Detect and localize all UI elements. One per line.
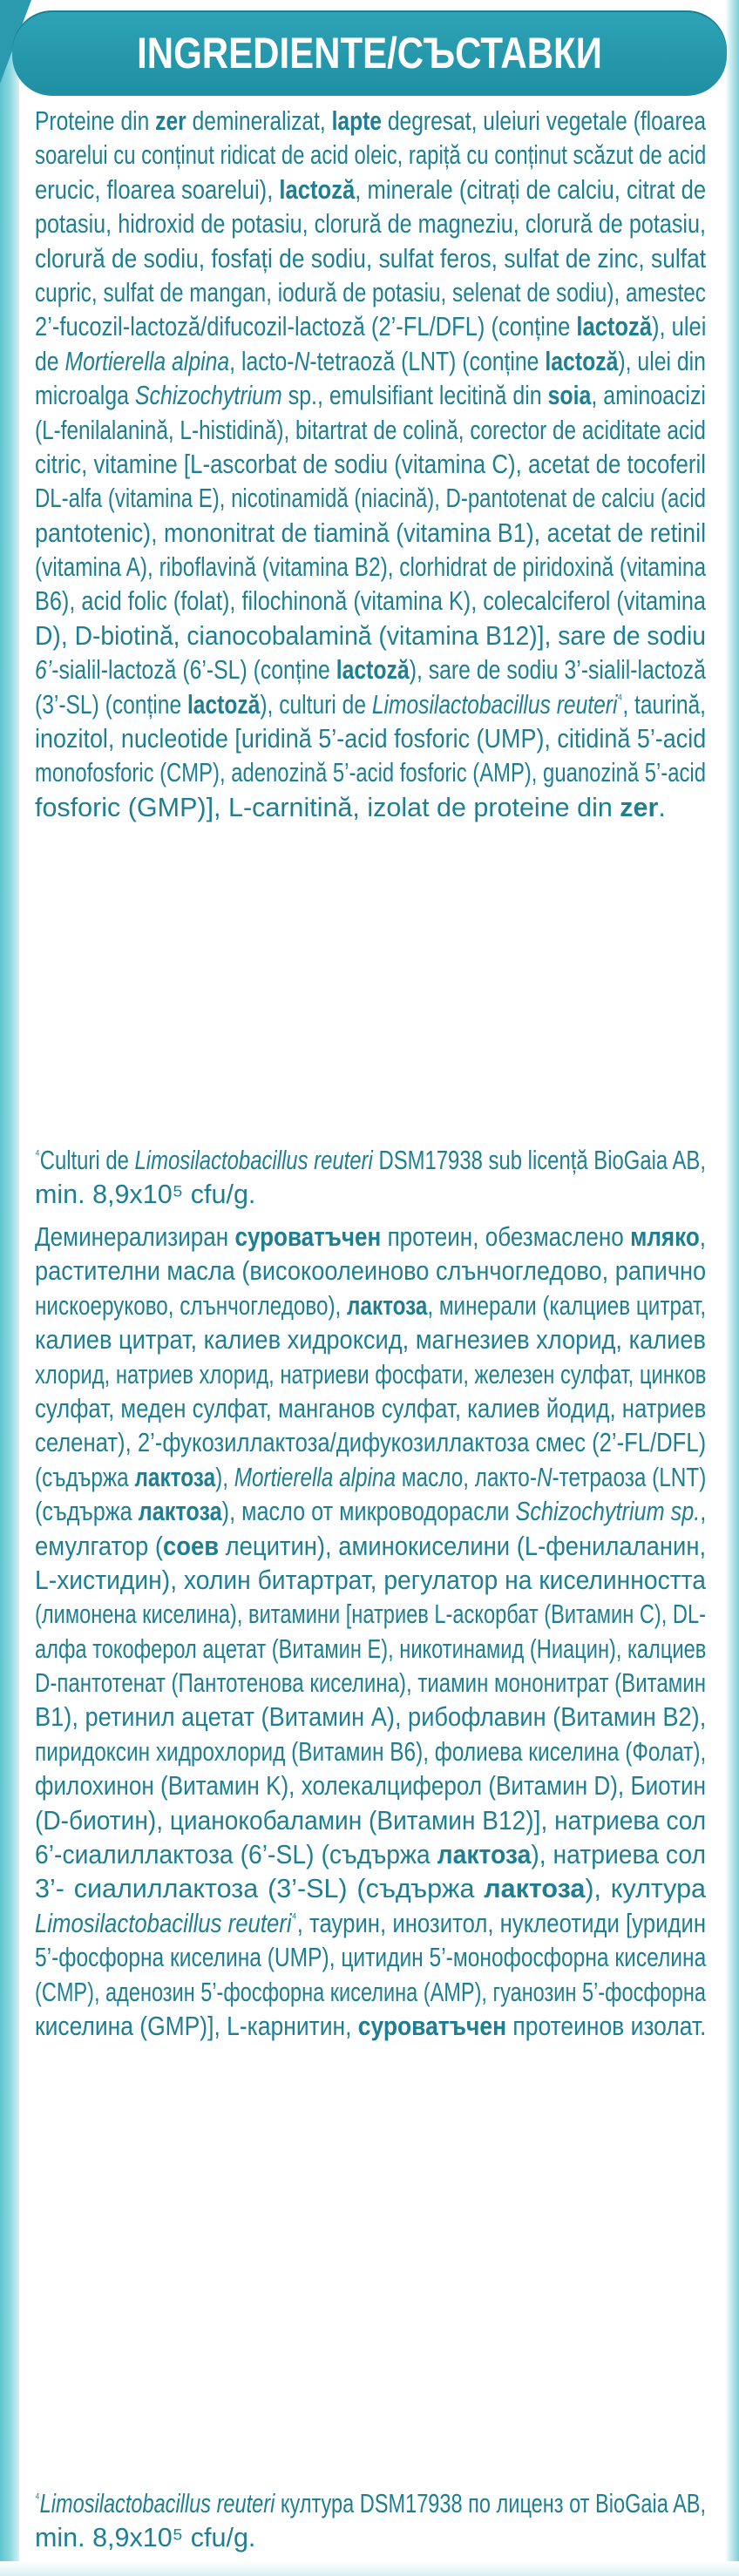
text-segment: potasiu, hidroxid de potasiu, clorură de magneziu, clorură de potasiu, [35,209,707,240]
text-segment: Mortierella alpina [64,346,230,376]
text-line [35,1144,706,1178]
allergen-highlight: zer [620,792,659,822]
text-line [35,1633,706,1667]
text-segment: 3’- сиалиллактоза (3’-SL) (съдържа [35,1874,485,1904]
text-segment: erucic, floarea soarelui), [35,174,280,205]
text-segment: , taurină, [622,689,707,720]
text-line [35,1426,706,1460]
text-segment: ), [215,1462,234,1492]
allergen-highlight: lactoză [279,174,356,205]
ingredients-romanian [35,105,706,825]
bottom-decorative-strip [0,2561,739,2576]
text-line [35,207,706,241]
text-segment: , lacto- [229,346,295,376]
text-segment: . [658,792,666,822]
footnote-romanian [35,1144,706,1213]
text-segment: Culturi de [39,1146,135,1175]
text-segment: clorură de sodiu, fosfați de sodiu, sulfat feros, sulfat de zinc, sulfat [35,243,707,274]
text-line [35,105,706,139]
footnote-marker: ⁴ [35,1146,40,1163]
text-line [35,1907,706,1941]
text-segment: (L-fenilalanină, L-histidină), bitartrat de colină, corector de aciditate acid [35,415,706,445]
text-segment: 5’-фосфорна киселина (UMP), цитидин 5’-монофосфорна киселина [35,1943,707,1973]
text-line [35,1178,706,1212]
text-line [35,1289,706,1323]
text-segment: -tetraoză (LNT) (conține [309,346,546,376]
text-segment: ), sare de sodiu 3’-sialil-lactoză [409,655,706,686]
text-segment: калиев цитрат, калиев хидроксид, магнезиев хлорид, калиев [35,1325,707,1356]
text-segment: de [35,346,65,376]
text-line [35,791,706,825]
allergen-highlight: лактоза [134,1462,216,1492]
allergen-highlight: лактоза [138,1497,222,1527]
text-segment: DL-alfa (vitamina E), nicotinamidă (niacină), D-pantotenat de calciu (acid [35,483,706,514]
text-line [35,688,706,722]
text-segment: L-хистидин), холин битартрат, регулатор на киселинността [35,1565,707,1595]
text-segment: Schizochytrium [134,381,282,411]
text-line [35,1323,706,1357]
text-line [35,276,706,310]
text-segment: (съдържа [35,1497,139,1527]
text-segment: B6), acid folic (folat), filochinonă (vitamina K), colecalciferol (vitamina [35,586,706,617]
text-segment: хлорид, натриев хлорид, натриеви фосфати, железен сулфат, цинков [35,1359,707,1389]
allergen-highlight: суроватъчен [234,1222,382,1252]
text-line [35,1254,706,1288]
text-segment: min. 8,9x10⁵ cfu/g. [35,1180,256,1210]
text-segment: сулфат, меден сулфат, манганов сулфат, калиев йодид, натриев [35,1393,707,1423]
text-line [35,310,706,344]
text-segment: 6’ [35,655,52,686]
text-segment: Schizochytrium sp. [515,1497,701,1527]
text-line [35,1358,706,1392]
text-segment: citric, vitamine [L-ascorbat de sodiu (vitamina C), acetat de tocoferil [35,449,707,479]
text-line [35,619,706,653]
allergen-highlight: soia [547,381,592,411]
allergen-highlight: lactoză [186,689,261,720]
text-segment: (съдържа [35,1462,135,1492]
text-line [35,1700,706,1734]
text-segment: ), натриева сол [531,1840,707,1870]
text-line [35,1735,706,1769]
text-segment: , минерали (калциев цитрат, [427,1290,707,1321]
text-line [35,585,706,619]
footnote-bulgarian [35,2487,706,2556]
allergen-highlight: lactoză [576,312,652,342]
text-segment: DSM17938 sub licență BioGaia AB, [372,1146,706,1175]
text-segment: demineralizat, [186,106,332,136]
text-segment: -sialil-lactoză (6’-SL) (conține [51,655,336,686]
text-segment: (лимонена киселина), витамини [натриев L-аскорбат (Витамин C), DL- [35,1599,706,1630]
text-line [35,482,706,516]
text-segment: нискоеруково, слънчогледово), [35,1290,348,1321]
text-segment: fosforic (GMP)], L-carnitină, izolat de proteine din [35,792,620,822]
text-segment: -тетраоза (LNT) [552,1462,707,1492]
text-segment: лецитин), аминокиселини (L-фенилаланин, [219,1531,707,1561]
text-segment: N [536,1462,553,1492]
text-line [35,1461,706,1495]
text-line [35,722,706,756]
left-decorative-stripe [0,0,19,2576]
text-segment: масло, лакто- [396,1462,537,1492]
text-segment: inozitol, nucleotide [uridină 5’-acid fosforic (UMP), citidină 5’-acid [35,724,707,754]
text-segment: Mortierella alpina [234,1462,397,1492]
text-segment: ), ulei din [618,346,706,376]
allergen-highlight: lapte [331,106,382,136]
text-line [35,653,706,687]
text-line [35,139,706,172]
text-line [35,448,706,482]
text-line [35,379,706,413]
text-segment: , [700,1497,707,1527]
text-segment: ), culturi de [260,689,372,720]
text-line [35,756,706,790]
text-segment: sp., emulsifiant lecitină din [281,381,548,411]
text-line [35,2521,706,2555]
text-line [35,1976,706,2010]
text-segment: soarelui cu conținut ridicat de acid oleic, rapiță cu conținut scăzut de acid [35,140,707,171]
text-segment: алфа токоферол ацетат (Витамин E), никотинамид (Ниацин), калциев [35,1633,707,1664]
text-segment: протеинов изолат. [506,2011,707,2041]
text-line [35,1804,706,1838]
text-segment: , aminoacizi [591,381,706,411]
text-segment: протеин, обезмаслено [381,1222,631,1252]
footnote-marker: ⁴ [291,1909,297,1926]
text-line [35,2487,706,2521]
allergen-highlight: zer [155,106,186,136]
text-segment: D-пантотенат (Пантотенова киселина), тиамин мононитрат (Витамин [35,1668,706,1699]
text-line [35,2010,706,2044]
allergen-highlight: лактоза [347,1290,428,1321]
text-segment: N [294,346,310,376]
text-segment: microalga [35,381,135,411]
text-line [35,1392,706,1426]
text-segment: 2’-fucozil-lactoză/difucozil-lactoză (2’-FL/DFL) (conține [35,312,577,342]
text-line [35,414,706,448]
text-segment: ), масло от микроводорасли [221,1497,516,1527]
text-segment: , таурин, инозитол, нуклеотиди [уридин [296,1908,707,1938]
text-segment: pantotenic), mononitrat de tiamină (vitamina B1), acetat de retinil [35,517,707,548]
text-line [35,1667,706,1700]
right-decorative-stripe [725,0,739,2576]
text-segment: филохинон (Витамин K), холекалциферол (Витамин D), Биотин [35,1771,707,1802]
text-line [35,1220,706,1254]
allergen-highlight: lactoză [545,346,619,376]
text-line [35,1941,706,1975]
text-segment: ), ulei [651,312,707,342]
text-line [35,551,706,585]
header-title: INGREDIENTE/СЪСТАВКИ [137,29,602,78]
text-line [35,1598,706,1632]
text-segment: , minerale (citrați de calciu, citrat de [355,174,707,205]
text-segment: селенат), 2’-фукозиллактоза/дифукозиллактоза смес (2’-FL/DFL) [35,1428,707,1458]
text-line [35,1838,706,1872]
text-line [35,1564,706,1598]
text-segment: Limosilactobacillus reuteri [35,1908,292,1938]
text-line [35,1769,706,1803]
text-segment: Limosilactobacillus reuteri [134,1146,373,1175]
text-line [35,345,706,379]
footnote-marker: ⁴ [617,690,623,707]
text-segment: култура DSM17938 по лиценз от BioGaia AB, [275,2489,707,2519]
text-segment: degresat, uleiuri vegetale (floarea [381,106,707,136]
text-segment: min. 8,9x10⁵ cfu/g. [35,2523,256,2553]
allergen-highlight: лактоза [437,1840,532,1870]
footnote-marker: ⁴ [35,2489,40,2506]
text-segment: 6’-сиалиллактоза (6’-SL) (съдържа [35,1840,437,1870]
text-segment: Деминерализиран [35,1222,235,1252]
text-line [35,1495,706,1529]
text-segment: киселина (GMP)], L-карнитин, [35,2011,358,2041]
allergen-highlight: лактоза [484,1874,586,1904]
allergen-highlight: соев [162,1531,220,1561]
text-line [35,173,706,207]
text-segment: ), култура [585,1874,707,1904]
text-segment: (3’-SL) (conține [35,689,187,720]
text-line [35,242,706,276]
text-segment: Limosilactobacillus reuteri [39,2489,275,2519]
text-segment: (CMP), аденозин 5’-фосфорна киселина (AMP), гуанозин 5’-фосфорна [35,1977,706,2007]
text-line [35,1530,706,1564]
text-segment: емулгатор ( [35,1531,163,1561]
text-segment: (D-биотин), цианокобаламин (Витамин B12)], натриева сол [35,1805,707,1836]
allergen-highlight: lactoză [336,655,410,686]
text-segment: , [699,1222,706,1252]
text-line [35,517,706,551]
text-segment: растителни масла (високоолеиново слънчогледово, рапично [35,1256,707,1287]
ingredients-bulgarian [35,1220,706,2044]
text-segment: пиридоксин хидрохлорид (Витамин B6), фолиева киселина (Фолат), [35,1736,707,1767]
text-segment: D), D-biotină, cianocobalamină (vitamina B12)], sare de sodiu [35,620,707,651]
text-segment: (vitamina A), riboflavină (vitamina B2), clorhidrat de piridoxină (vitamina [35,552,707,583]
text-line [35,1872,706,1906]
text-segment: B1), ретинил ацетат (Витамин A), рибофлавин (Витамин B2), [35,1702,707,1733]
text-segment: Proteine din [35,106,156,136]
text-segment: cupric, sulfat de mangan, iodură de potasiu, selenat de sodiu), amestec [35,277,706,308]
allergen-highlight: мляко [630,1222,700,1252]
text-segment: Limosilactobacillus reuteri [371,689,618,720]
allergen-highlight: суроватъчен [357,2011,507,2041]
text-segment: monofosforic (CMP), adenozină 5’-acid fosforic (AMP), guanozină 5’-acid [35,758,706,788]
